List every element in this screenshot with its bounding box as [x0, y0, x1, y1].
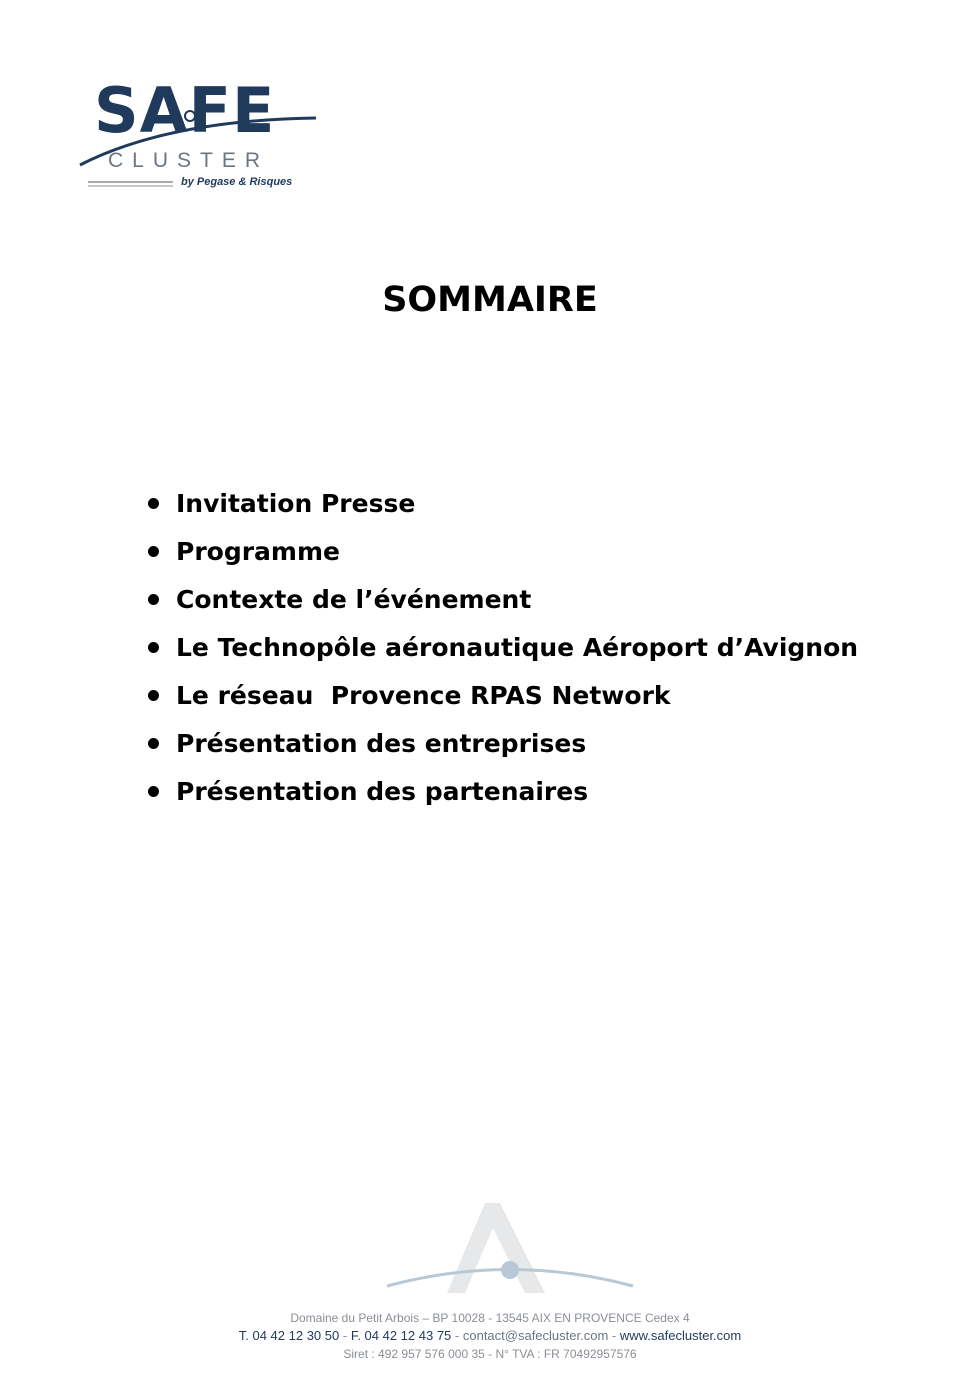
list-item-label: Le Technopôle aéronautique Aéroport d’Avignon: [176, 633, 859, 662]
footer-separator: -: [608, 1328, 620, 1343]
list-item-label: Programme: [176, 537, 340, 566]
list-item: [148, 580, 858, 628]
page-title: SOMMAIRE: [382, 280, 598, 320]
footer-separator: -: [339, 1328, 351, 1343]
footer-address: Domaine du Petit Arbois – BP 10028 - 13545 AIX EN PROVENCE Cedex 4: [290, 1311, 690, 1325]
logo-tagline: by Pegase & Risques: [181, 176, 293, 188]
list-item: [148, 628, 858, 676]
bullet-icon: [148, 498, 159, 509]
footer-separator: -: [451, 1328, 463, 1343]
footer-fax: F. 04 42 12 43 75: [350, 1328, 452, 1343]
bullet-icon: [148, 642, 159, 653]
list-item: [148, 676, 858, 724]
logo-subtitle: CLUSTER: [108, 149, 270, 172]
footer-contact-line: [0, 1327, 980, 1344]
footer-phone: T. 04 42 12 30 50: [238, 1328, 340, 1343]
list-item-label: Invitation Presse: [176, 489, 416, 518]
footer-watermark-icon: [385, 1198, 635, 1308]
list-item-label: Présentation des entreprises: [176, 729, 587, 758]
list-item-label: Présentation des partenaires: [176, 777, 589, 806]
list-item: [148, 484, 858, 532]
summary-list: [148, 484, 858, 820]
bullet-icon: [148, 690, 159, 701]
footer-registration: Siret : 492 957 576 000 35 - N° TVA : FR 70492957576: [343, 1347, 637, 1361]
bullet-icon: [148, 546, 159, 557]
logo-wordmark: SAFE: [94, 74, 276, 147]
list-item: [148, 532, 858, 580]
list-item-label: Le réseau Provence RPAS Network: [176, 681, 671, 710]
footer-website-link[interactable]: www.safecluster.com: [619, 1328, 742, 1343]
safe-cluster-logo: [78, 74, 323, 195]
bullet-icon: [148, 786, 159, 797]
bullet-icon: [148, 594, 159, 605]
list-item: [148, 724, 858, 772]
list-item-label: Contexte de l’événement: [176, 585, 532, 614]
footer-email-link[interactable]: contact@safecluster.com: [462, 1328, 609, 1343]
list-item: [148, 772, 858, 820]
bullet-icon: [148, 738, 159, 749]
